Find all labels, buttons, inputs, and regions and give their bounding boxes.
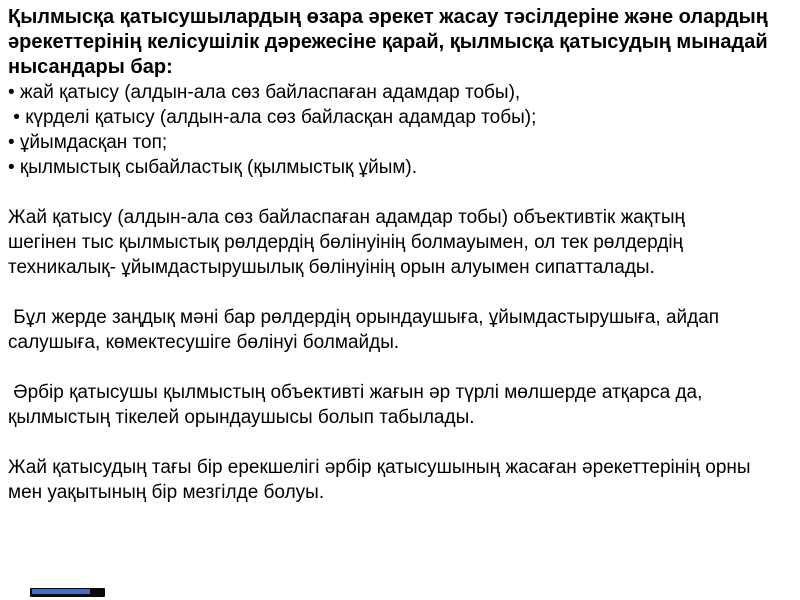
bullet-item: • жай қатысу (алдын-ала сөз байласпаған адамдар тобы), (8, 82, 521, 103)
bullet-item: • ұйымдасқан топ; (8, 132, 168, 153)
bullet-item: • қылмыстық сыбайластық (қылмыстық ұйым). (8, 157, 418, 178)
paragraph-line: қылмыстың тікелей орындаушысы болып табылады. (8, 407, 475, 428)
title-line: нысандары бар: (8, 56, 173, 78)
paragraph-4 (8, 455, 798, 505)
bullet-list (8, 80, 798, 180)
paragraph-1 (8, 205, 798, 280)
progress-thumb (32, 589, 90, 594)
paragraph-line: Бұл жерде заңдық мәні бар рөлдердің орындаушыға, ұйымдастырушыға, айдап (8, 307, 720, 328)
blank-line (8, 430, 798, 455)
paragraph-line: Жай қатысудың тағы бір ерекшелігі әрбір қатысушының жасаған әрекеттерінің орны (8, 457, 751, 478)
paragraph-line: салушыға, көмектесушіге бөлінуі болмайды. (8, 332, 400, 353)
blank-line (8, 280, 798, 305)
slide-text-block (8, 5, 798, 505)
title-line: Қылмысқа қатысушылардың өзара әрекет жасау тәсілдеріне және олардың (8, 6, 768, 28)
bullet-item: • күрделі қатысу (алдын-ала сөз байласқан адамдар тобы); (8, 107, 537, 128)
paragraph-line: Жай қатысу (алдын-ала сөз байласпаған адамдар тобы) объективтік жақтың (8, 207, 686, 228)
paragraph-3 (8, 380, 798, 430)
slide-title (8, 5, 798, 80)
slide-progress-bar[interactable] (30, 588, 105, 597)
blank-line (8, 180, 798, 205)
paragraph-line: мен уақытының бір мезгілде болуы. (8, 482, 325, 503)
title-line: әрекеттерінің келісушілік дәрежесіне қарай, қылмысқа қатысудың мынадай (8, 31, 768, 53)
paragraph-line: техникалық- ұйымдастырушылық бөлінуінің орын алуымен сипатталады. (8, 257, 655, 278)
paragraph-line: шегінен тыс қылмыстық рөлдердің бөлінуінің болмауымен, ол тек рөлдердің (8, 232, 684, 253)
paragraph-line: Әрбір қатысушы қылмыстың объективті жағын әр түрлі мөлшерде атқарса да, (8, 382, 703, 403)
paragraph-2 (8, 305, 798, 355)
blank-line (8, 355, 798, 380)
